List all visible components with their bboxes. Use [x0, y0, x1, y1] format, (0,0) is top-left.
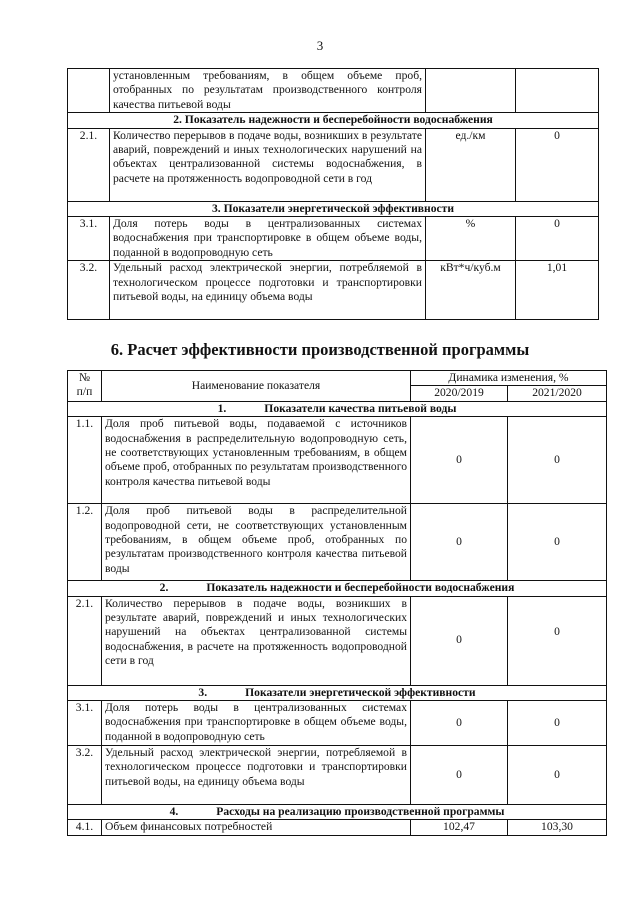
section-title	[68, 401, 607, 416]
section-row	[68, 581, 607, 596]
row-number: 1.1.	[68, 417, 102, 504]
value-2021-2020: 103,30	[508, 820, 607, 835]
section-text: Расходы на реализацию производственной программы	[216, 805, 505, 819]
table-row	[68, 701, 607, 746]
section-row	[68, 685, 607, 700]
section-row	[68, 113, 599, 128]
unit: кВт*ч/куб.м	[426, 261, 516, 320]
value	[516, 69, 599, 113]
value-2020-2019: 0	[411, 596, 508, 685]
number-sign: №	[78, 371, 91, 384]
row-number: 4.1.	[68, 820, 102, 835]
table-row	[68, 596, 607, 685]
value-2021-2020: 0	[508, 746, 607, 805]
section-number: 2.	[159, 581, 169, 595]
indicator-name: Доля проб питьевой воды, подаваемой с источников водоснабжения в распределительную водопроводную сеть, не соответствующих установленным требованиям, в общем объеме проб, отобранных по результатам производственного контроля качества питьевой воды	[102, 417, 411, 504]
value-2020-2019: 0	[411, 504, 508, 581]
unit: %	[426, 217, 516, 261]
section-title: 2. Показатель надежности и бесперебойности водоснабжения	[68, 113, 599, 128]
row-number: 2.1.	[68, 128, 110, 201]
value-2021-2020: 0	[508, 701, 607, 746]
indicator-name: Удельный расход электрической энергии, потребляемой в технологическом процессе подготовки и транспортировки питьевой воды, на единицу объема воды	[110, 261, 426, 320]
section-text: Показатель надежности и бесперебойности водоснабжения	[206, 581, 515, 595]
row-number: 2.1.	[68, 596, 102, 685]
value-2020-2019: 0	[411, 746, 508, 805]
section-title	[68, 685, 607, 700]
indicator-name: Количество перерывов в подаче воды, возникших в результате аварий, повреждений и иных технологических нарушений на объектах централизованной системы водоснабжения, в расчете на протяженность водопроводной сети в год	[102, 596, 411, 685]
row-number: 3.1.	[68, 217, 110, 261]
indicator-name: Количество перерывов в подаче воды, возникших в результате аварий, повреждений и иных технологических нарушений на объектах централизованной системы водоснабжения, в расчете на протяженность водопроводной сети в год	[110, 128, 426, 201]
table-row	[68, 128, 599, 201]
table-row	[68, 417, 607, 504]
row-number	[68, 69, 110, 113]
row-number: 3.2.	[68, 261, 110, 320]
table-row	[68, 746, 607, 805]
indicators-table-continued	[67, 68, 599, 320]
value-2021-2020: 0	[508, 596, 607, 685]
value: 1,01	[516, 261, 599, 320]
value-2020-2019: 102,47	[411, 820, 508, 835]
column-header-name: Наименование показателя	[102, 371, 411, 402]
indicator-name: Доля потерь воды в централизованных системах водоснабжения при транспортировке в общем объеме воды, поданной в водопроводную сеть	[110, 217, 426, 261]
value-2021-2020: 0	[508, 417, 607, 504]
table-row	[68, 820, 607, 835]
value-2020-2019: 0	[411, 417, 508, 504]
column-header-number	[68, 371, 102, 402]
page-number: 3	[316, 38, 324, 53]
section-heading: 6. Расчет эффективности производственной программы	[110, 340, 530, 359]
value: 0	[516, 128, 599, 201]
value-2020-2019: 0	[411, 701, 508, 746]
indicator-name: установленным требованиям, в общем объеме проб, отобранных по результатам производственного контроля качества питьевой воды	[110, 69, 426, 113]
section-number: 3.	[198, 685, 208, 699]
section-row	[68, 201, 599, 216]
indicator-name: Объем финансовых потребностей	[102, 820, 411, 835]
section-title	[68, 581, 607, 596]
section-title: 3. Показатели энергетической эффективности	[68, 201, 599, 216]
section-number: 4.	[169, 805, 179, 819]
indicator-name: Удельный расход электрической энергии, потребляемой в технологическом процессе подготовки и транспортировки питьевой воды, на единицу объема воды	[102, 746, 411, 805]
number-abbr: п/п	[76, 385, 93, 398]
section-title	[68, 805, 607, 820]
section-text: Показатели качества питьевой воды	[264, 401, 457, 415]
section-row	[68, 805, 607, 820]
unit: ед./км	[426, 128, 516, 201]
section-row	[68, 401, 607, 416]
column-header-year2: 2021/2020	[508, 386, 607, 401]
row-number: 3.1.	[68, 701, 102, 746]
table-row	[68, 69, 599, 113]
section-number: 1.	[217, 401, 227, 415]
value: 0	[516, 217, 599, 261]
efficiency-table	[67, 370, 607, 836]
table-row	[68, 261, 599, 320]
table-row	[68, 504, 607, 581]
column-header-dynamics: Динамика изменения, %	[411, 371, 607, 386]
indicator-name: Доля проб питьевой воды в распределительной водопроводной сети, не соответствующих установленным требованиям, в общем объеме проб, отобранных по результатам производственного контроля качества питьевой воды	[102, 504, 411, 581]
section-text: Показатели энергетической эффективности	[245, 685, 476, 699]
row-number: 3.2.	[68, 746, 102, 805]
value-2021-2020: 0	[508, 504, 607, 581]
column-header-year1: 2020/2019	[411, 386, 508, 401]
table-row	[68, 217, 599, 261]
row-number: 1.2.	[68, 504, 102, 581]
indicator-name: Доля потерь воды в централизованных системах водоснабжения при транспортировке в общем объеме воды, поданной в водопроводную сеть	[102, 701, 411, 746]
unit	[426, 69, 516, 113]
header-row	[68, 371, 607, 386]
